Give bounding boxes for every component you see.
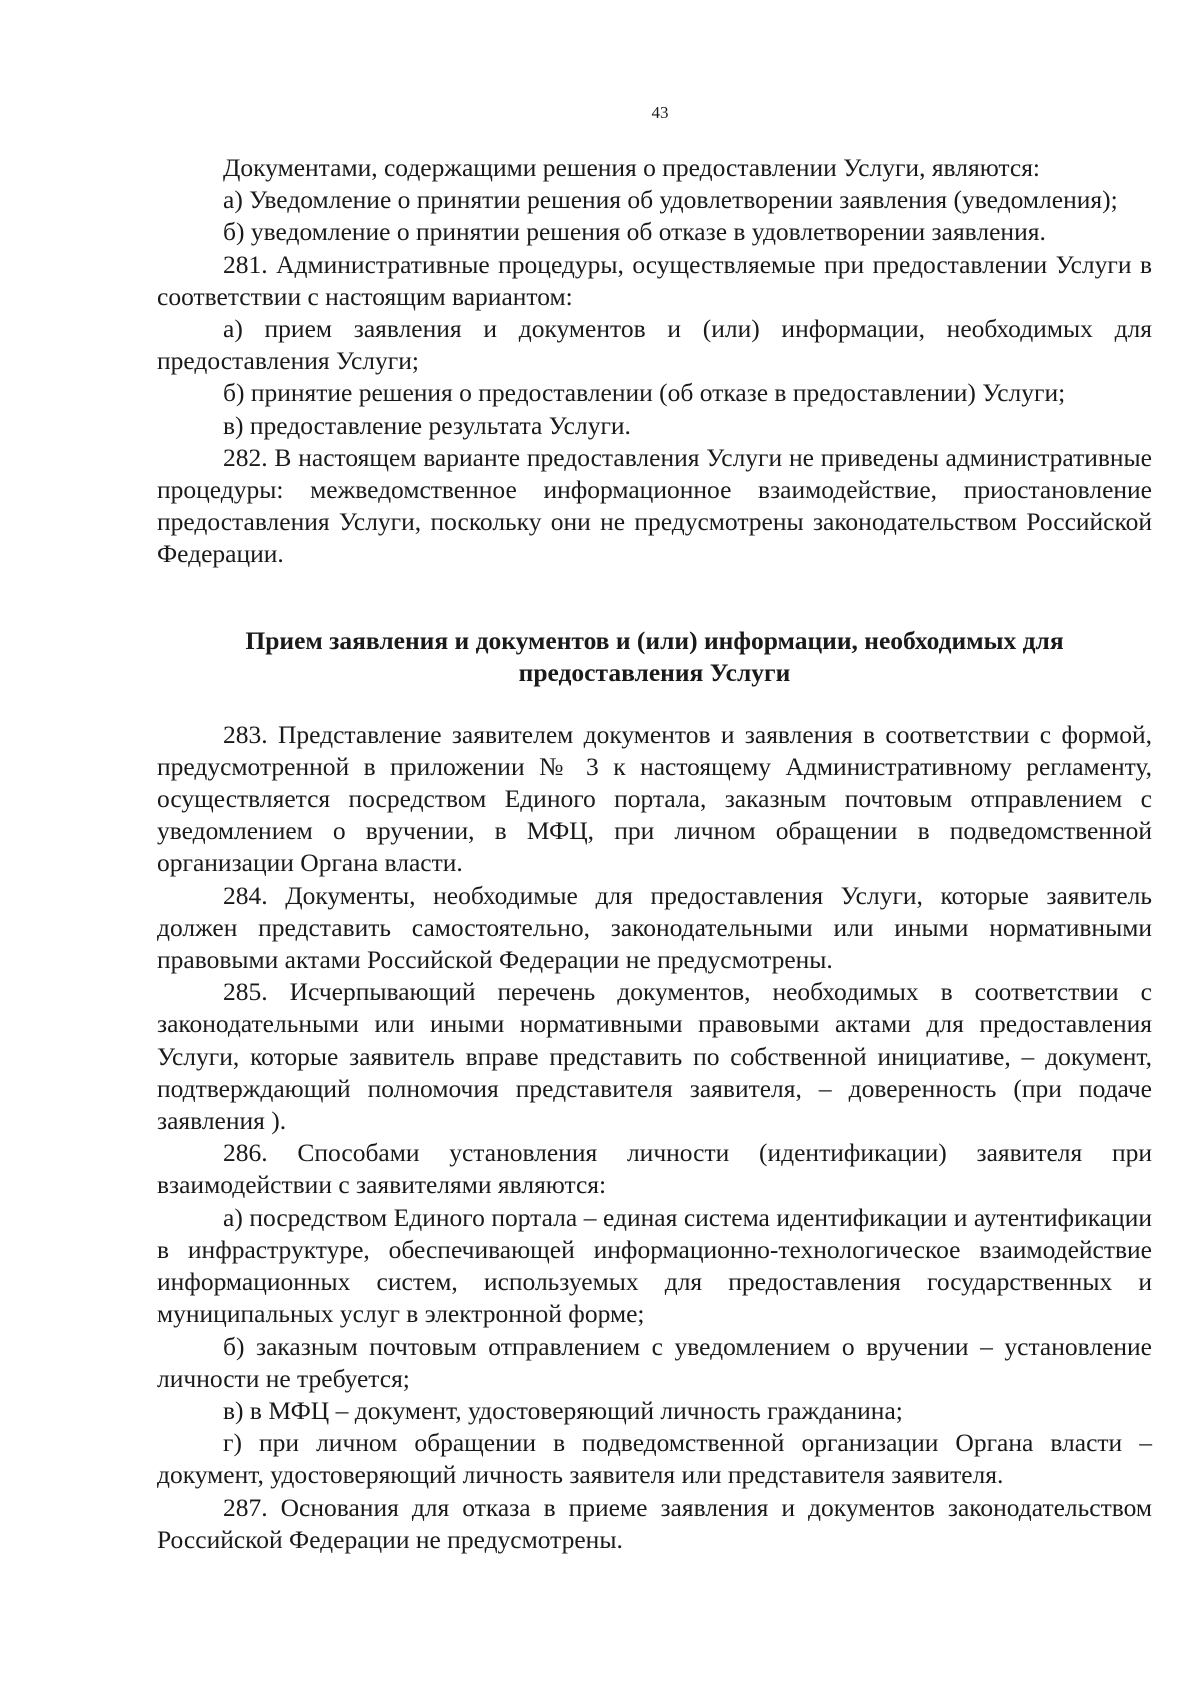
- paragraph-286-item-a: а) посредством Единого портала – единая система идентификации и аутентификации в инфраструктуре, обеспечивающей информационно-технологическое взаимодействие информационных систем, используемых для предоставления государственных и муниципальных услуг в электронной форме;: [157, 1202, 1152, 1329]
- paragraph-286-item-c: в) в МФЦ – документ, удостоверяющий личность гражданина;: [223, 1395, 903, 1425]
- paragraph-286-item-b: б) заказным почтовым отправлением с уведомлением о вручении – установление личности не требуется;: [157, 1331, 1152, 1393]
- paragraph-286: 286. Способами установления личности (идентификации) заявителя при взаимодействии с заявителями являются:: [157, 1138, 1152, 1200]
- paragraph-285: 285. Исчерпывающий перечень документов, необходимых в соответствии с законодательными или иными нормативными правовыми актами для предоставления Услуги, которые заявитель вправе представить по собственной инициативе, – документ, подтверждающий полномочия представителя заявителя, – доверенность (при подаче заявления ).: [157, 977, 1152, 1136]
- paragraph-282: 282. В настоящем варианте предоставления Услуги не приведены административные процедуры: межведомственное информационное взаимодействие, приостановление предоставления Услуги, поскольку они не предусмотрены законодательством Российской Федерации.: [157, 442, 1152, 569]
- paragraph-281-item-c: в) предоставление результата Услуги.: [223, 410, 631, 440]
- paragraph-result-documents: Документами, содержащими решения о предоставлении Услуги, являются:: [223, 153, 1041, 182]
- section-heading-line-2: предоставления Услуги: [518, 657, 791, 687]
- section-heading-line-1: Прием заявления и документов и (или) информации, необходимых для: [245, 625, 1064, 655]
- paragraph-286-item-d: г) при личном обращении в подведомственной организации Органа власти – документ, удостоверяющий личность заявителя или представителя заявителя.: [157, 1428, 1152, 1490]
- paragraph-281-item-a: а) прием заявления и документов и (или) информации, необходимых для предоставления Услуги;: [157, 314, 1152, 376]
- page-number: 43: [651, 103, 669, 122]
- paragraph-284: 284. Документы, необходимые для предоставления Услуги, которые заявитель должен представить самостоятельно, законодательными или иными нормативными правовыми актами Российской Федерации не предусмотрены.: [157, 880, 1152, 975]
- paragraph-281-item-b: б) принятие решения о предоставлении (об отказе в предоставлении) Услуги;: [223, 378, 1066, 408]
- document-body: [157, 152, 1152, 1556]
- paragraph-281: 281. Административные процедуры, осуществляемые при предоставлении Услуги в соответствии с настоящим вариантом:: [157, 249, 1152, 311]
- paragraph-287: 287. Основания для отказа в приеме заявления и документов законодательством Российской Федерации не предусмотрены.: [157, 1492, 1152, 1554]
- paragraph-item-a: а) Уведомление о принятии решения об удовлетворении заявления (уведомления);: [223, 185, 1118, 215]
- paragraph-283: 283. Представление заявителем документов и заявления в соответствии с формой, предусмотренной в приложении № 3 к настоящему Административному регламенту, осуществляется посредством Единого портала, заказным почтовым отправлением с уведомлением о вручении, в МФЦ, при личном обращении в подведомственной организации Органа власти.: [157, 719, 1152, 878]
- paragraph-item-b: б) уведомление о принятии решения об отказе в удовлетворении заявления.: [223, 217, 1046, 247]
- section-heading: [157, 625, 1152, 689]
